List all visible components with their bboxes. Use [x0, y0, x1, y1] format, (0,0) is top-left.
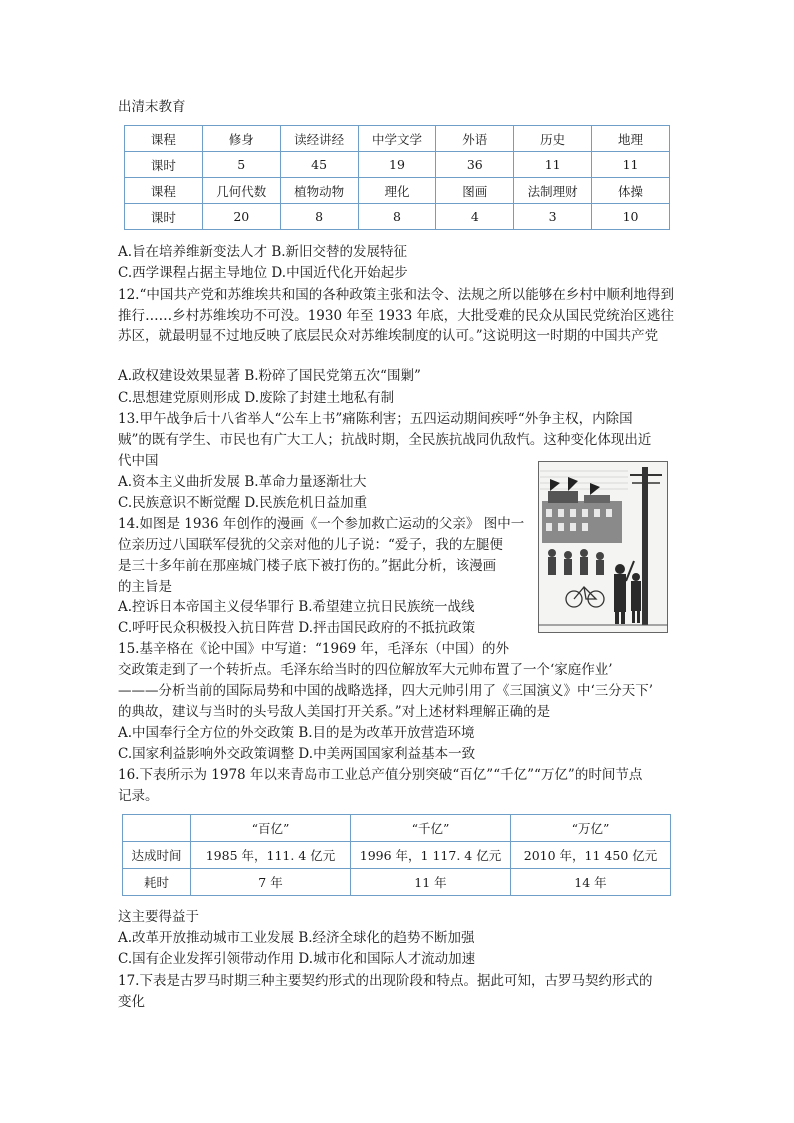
q14-stem-line: 是三十多年前在那座城门楼子底下被打伤的。”据此分析，该漫画 [118, 558, 497, 574]
table-cell: 法制理财 [514, 178, 592, 204]
table-cell: 1996 年，1 117. 4 亿元 [351, 842, 511, 869]
table-cell: 达成时间 [123, 842, 191, 869]
table-cell: 1985 年，111. 4 亿元 [191, 842, 351, 869]
table-cell: 11 [592, 152, 670, 178]
cartoon-illustration [538, 461, 668, 633]
table-cell: 45 [280, 152, 358, 178]
table-row [125, 204, 670, 230]
q15-options-ab: A.中国奉行全方位的外交政策 B.目的是为改革开放营造环境 [118, 725, 475, 741]
q17-stem-line: 17.下表是古罗马时期三种主要契约形式的出现阶段和特点。据此可知，古罗马契约形式的 [118, 973, 653, 989]
table-cell: 19 [358, 152, 436, 178]
q15-stem-line: 交政策走到了一个转折点。毛泽东给当时的四位解放军大元帅布置了一个‘家庭作业’ [118, 662, 613, 678]
table-cell: 外语 [436, 126, 514, 152]
table-cell: “百亿” [191, 815, 351, 842]
table-cell: 图画 [436, 178, 514, 204]
q11-options-cd: C.西学课程占据主导地位 D.中国近代化开始起步 [118, 265, 408, 281]
q16-options-cd: C.国有企业发挥引领带动作用 D.城市化和国际人才流动加速 [118, 951, 476, 967]
industrial-output-table [122, 814, 671, 896]
q13-options-cd: C.民族意识不断觉醒 D.民族危机日益加重 [118, 495, 368, 511]
table-cell: 耗时 [123, 869, 191, 896]
table-cell: 地理 [592, 126, 670, 152]
q16-stem-line: 16.下表所示为 1978 年以来青岛市工业总产值分别突破“百亿”“千亿”“万亿”的时间节点 [118, 767, 643, 783]
q15-stem-line: ———分析当前的国际局势和中国的战略选择，四大元帅引用了《三国演义》中‘三分天下’ [118, 683, 654, 699]
table-cell: 中学文学 [358, 126, 436, 152]
table-cell: 植物动物 [280, 178, 358, 204]
table-cell: 3 [514, 204, 592, 230]
table-row [125, 152, 670, 178]
table-row [125, 178, 670, 204]
table-cell: 8 [280, 204, 358, 230]
q14-options-cd: C.呼吁民众积极投入抗日阵营 D.抨击国民政府的不抵抗政策 [118, 620, 476, 636]
table-cell: 历史 [514, 126, 592, 152]
table-cell: 8 [358, 204, 436, 230]
table-cell: 几何代数 [202, 178, 280, 204]
curriculum-table [124, 125, 670, 230]
q13-stem-line: 代中国 [118, 453, 159, 469]
q16-stem-line: 记录。 [118, 788, 159, 804]
q14-stem-line: 14.如图是 1936 年创作的漫画《一个参加救亡运动的父亲》 图中一 [118, 516, 525, 532]
table-cell: “千亿” [351, 815, 511, 842]
q14-stem-line: 位亲历过八国联军侵犹的父亲对他的儿子说：“爱子，我的左腿便 [118, 537, 503, 553]
q13-options-ab: A.资本主义曲折发展 B.革命力量逐渐壮大 [118, 474, 367, 490]
table-row [123, 815, 671, 842]
table-cell: 2010 年，11 450 亿元 [511, 842, 671, 869]
table-cell: 20 [202, 204, 280, 230]
q13-stem-line: 贼”的既有学生、市民也有广大工人；抗战时期，全民族抗战同仇敌忾。这种变化体现出近 [118, 432, 652, 448]
table-cell [123, 815, 191, 842]
table-cell: 体操 [592, 178, 670, 204]
q12-stem: 12.“中国共产党和苏维埃共和国的各种政策主张和法令、法规之所以能够在乡村中顺利地得到推行……乡村苏维埃功不可没。1930 年至 1933 年底，大批受难的民众从国民党统治区逃往苏区，就最明显不过地反映了底层民众对苏维埃制度的认可。”这说明这一时期的中国共产党 [118, 287, 674, 344]
table-cell: 14 年 [511, 869, 671, 896]
heading: 出清末教育 [118, 99, 186, 115]
q11-options-ab: A.旨在培养维新变法人才 B.新旧交替的发展特征 [118, 244, 408, 260]
table-cell: 5 [202, 152, 280, 178]
q16-options-ab: A.改革开放推动城市工业发展 B.经济全球化的趋势不断加强 [118, 930, 475, 946]
table-row [123, 869, 671, 896]
table-cell: 课时 [125, 152, 203, 178]
q15-options-cd: C.国家利益影响外交政策调整 D.中美两国国家利益基本一致 [118, 746, 476, 762]
table-cell: 课程 [125, 178, 203, 204]
table-cell: 7 年 [191, 869, 351, 896]
table-cell: 读经讲经 [280, 126, 358, 152]
table-cell: 4 [436, 204, 514, 230]
q15-stem-line: 15.基辛格在《论中国》中写道：“1969 年，毛泽东（中国）的外 [118, 641, 510, 657]
q13-stem-line: 13.甲午战争后十八省举人“公车上书”痛陈利害；五四运动期间疾呼“外争主权，内除国 [118, 411, 633, 427]
q16-after-text: 这主要得益于 [118, 909, 199, 925]
q12-options-ab: A.政权建设效果显著 B.粉碎了国民党第五次“围剿” [118, 368, 421, 384]
q15-stem-line: 的典故，建议与当时的头号敌人美国打开关系。”对上述材料理解正确的是 [118, 704, 551, 720]
table-row [125, 126, 670, 152]
table-row [123, 842, 671, 869]
table-cell: 11 年 [351, 869, 511, 896]
table-cell: 36 [436, 152, 514, 178]
table-cell: 10 [592, 204, 670, 230]
table-cell: 课程 [125, 126, 203, 152]
q14-options-ab: A.控诉日本帝国主义侵华罪行 B.希望建立抗日民族统一战线 [118, 599, 475, 615]
q17-stem-line: 变化 [118, 994, 145, 1010]
q12-options-cd: C.思想建党原则形成 D.废除了封建土地私有制 [118, 390, 395, 406]
table-cell: 修身 [202, 126, 280, 152]
table-cell: 理化 [358, 178, 436, 204]
table-cell: “万亿” [511, 815, 671, 842]
table-cell: 11 [514, 152, 592, 178]
q14-stem-line: 的主旨是 [118, 579, 172, 595]
table-cell: 课时 [125, 204, 203, 230]
